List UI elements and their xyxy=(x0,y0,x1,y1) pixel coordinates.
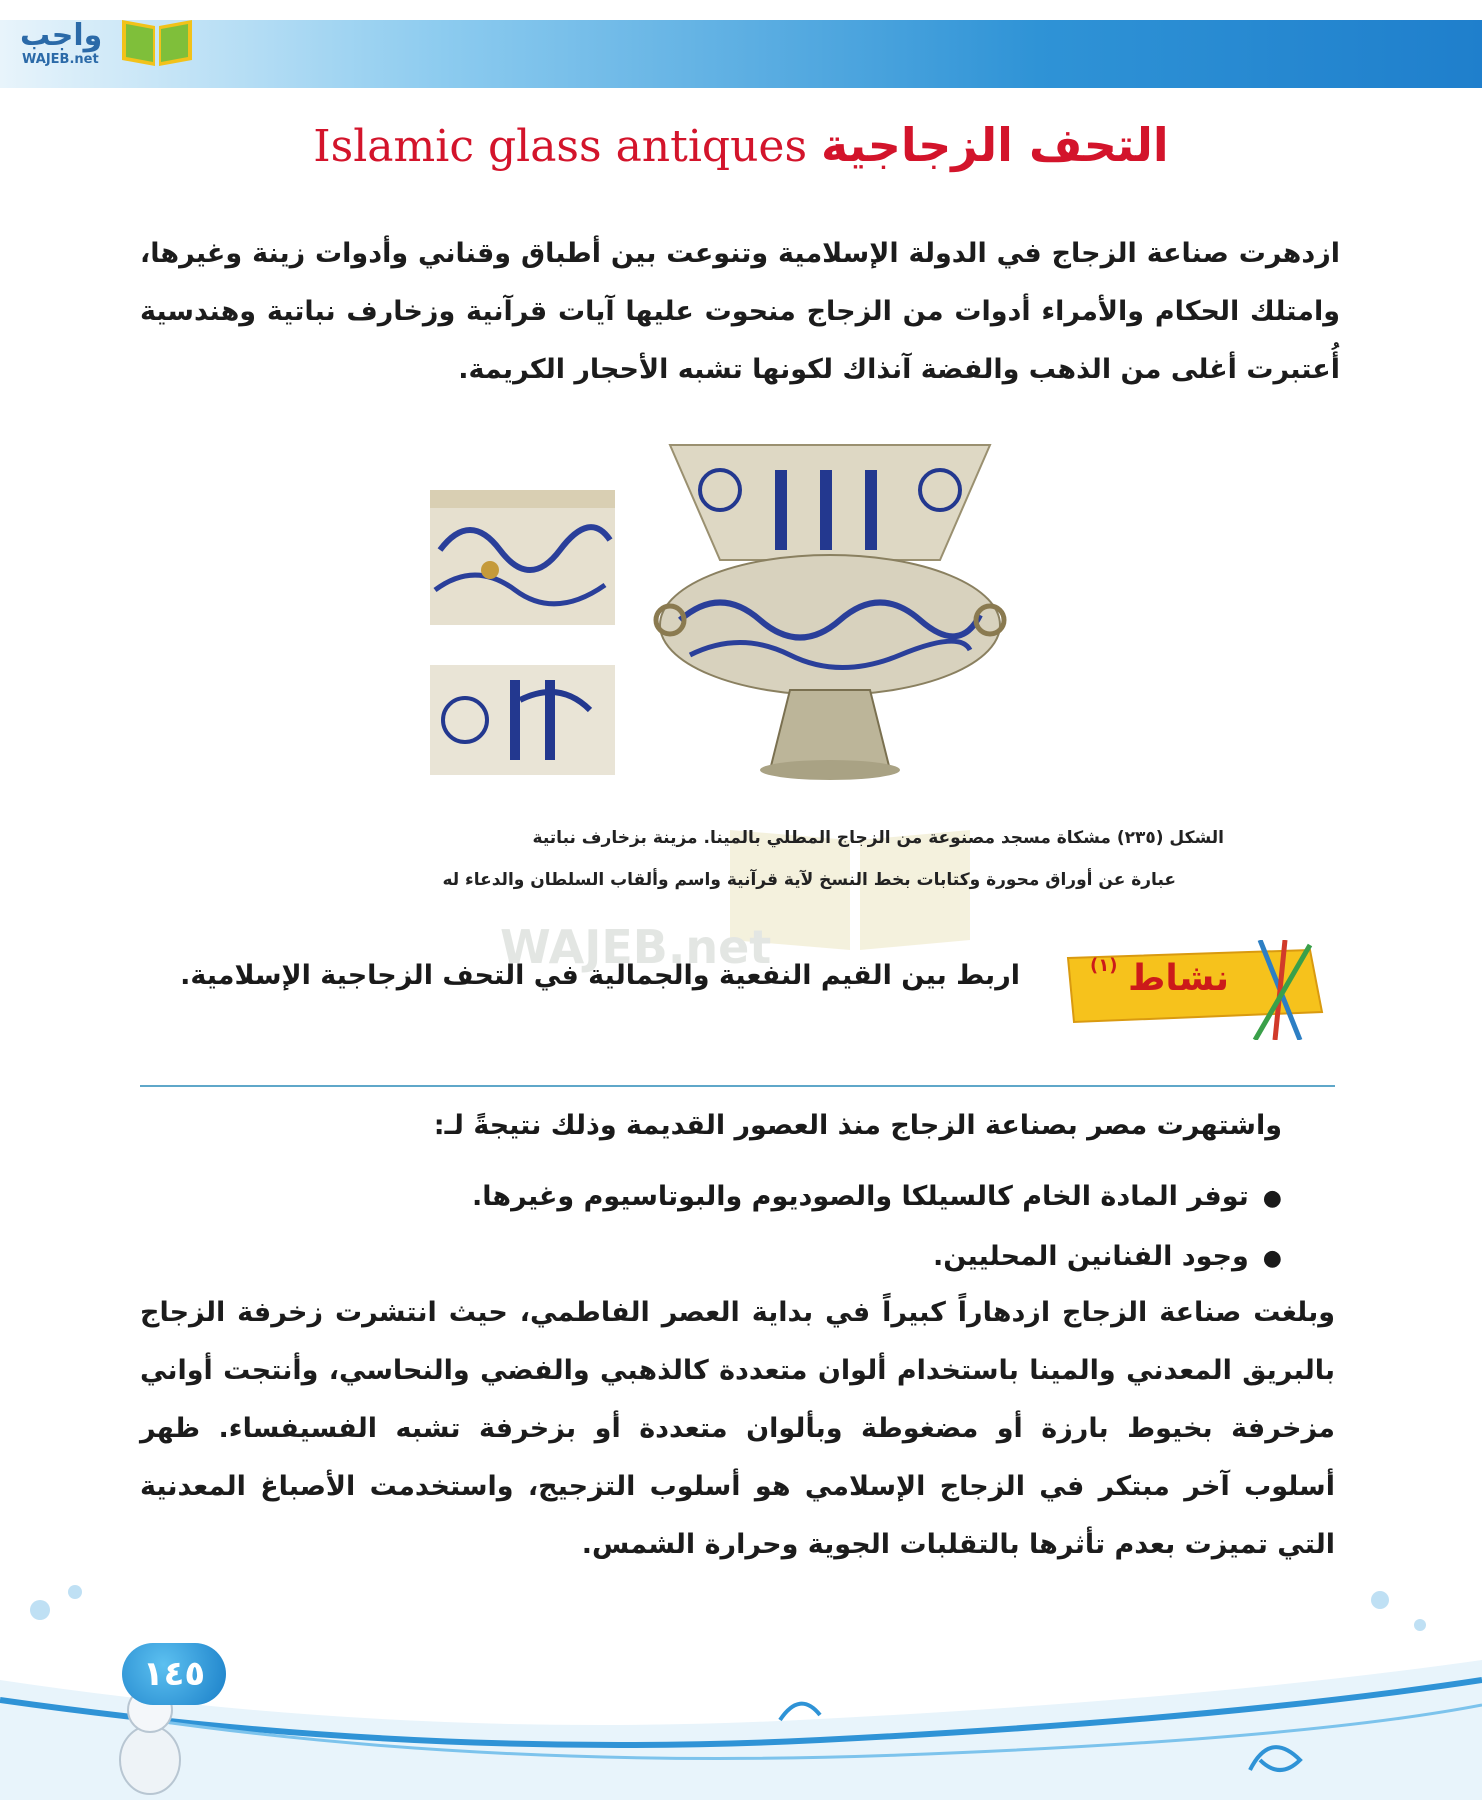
page-number: ١٤٥ xyxy=(122,1643,226,1705)
page-title xyxy=(0,118,1482,172)
logo-arabic-text: واجب xyxy=(20,18,103,53)
title-arabic: التحف الزجاجية xyxy=(821,118,1169,172)
mosque-lamp-image xyxy=(656,445,1004,780)
book-icon xyxy=(118,12,196,70)
watermark-text: WAJEB.net xyxy=(500,920,772,974)
mosque-lamp-figure xyxy=(420,440,1100,790)
activity-number: (١) xyxy=(1090,955,1118,976)
egypt-intro: واشتهرت مصر بصناعة الزجاج منذ العصور القديمة وذلك نتيجةً لـ: xyxy=(433,1110,1282,1141)
header-band xyxy=(0,20,1482,88)
logo-english-text: WAJEB.net xyxy=(22,52,99,67)
list-item: ● توفر المادة الخام كالسيلكا والصوديوم والبوتاسيوم وغيرها. xyxy=(472,1168,1282,1228)
section-divider xyxy=(140,1085,1335,1087)
reasons-list xyxy=(472,1168,1282,1288)
fatimid-paragraph: وبلغت صناعة الزجاج ازدهاراً كبيراً في بداية العصر الفاطمي، حيث انتشرت زخرفة الزجاج بالبريق المعدني والمينا باستخدام ألوان متعددة كالذهبي والفضي والنحاسي، وأنتجت أواني مزخرفة بخيوط بارزة أو مضغوطة وبألوان متعددة أو بزخرفة تشبه الفسيفساء. ظهر أسلوب آخر مبتكر في الزجاج الإسلامي هو أسلوب التزجيج، واستخدمت الأصباغ المعدنية التي تميزت بعدم تأثرها بالتقلبات الجوية وحرارة الشمس. xyxy=(140,1297,1335,1560)
activity-label: نشاط xyxy=(1128,958,1230,999)
intro-paragraph: ازدهرت صناعة الزجاج في الدولة الإسلامية وتنوعت بين أطباق وقناني وأدوات زينة وغيرها، وامتلك الحكام والأمراء أدوات من الزجاج منحوت عليها آيات قرآنية وزخارف نباتية وهندسية أُعتبرت أغلى من الذهب والفضة آنذاك لكونها تشبه الأحجار الكريمة. xyxy=(140,238,1340,385)
activity-instruction: اربط بين القيم النفعية والجمالية في التحف الزجاجية الإسلامية. xyxy=(180,960,1020,991)
detail-image-top xyxy=(430,490,615,625)
figure-caption-line1: الشكل (٢٣٥) مشكاة مسجد مصنوعة من الزجاج المطلي بالمينا. مزينة بزخارف نباتية xyxy=(532,828,1224,848)
list-item: ● وجود الفنانين المحليين. xyxy=(472,1228,1282,1288)
detail-image-bottom xyxy=(430,665,615,775)
wajeb-logo[interactable] xyxy=(10,8,200,68)
figure-caption-line2: عبارة عن أوراق محورة وكتابات بخط النسخ لآية قرآنية واسم وألقاب السلطان والدعاء له xyxy=(442,870,1176,890)
title-english: Islamic glass antiques xyxy=(313,121,808,172)
header-top-strip xyxy=(0,0,1482,22)
wajeb-watermark xyxy=(470,800,990,980)
